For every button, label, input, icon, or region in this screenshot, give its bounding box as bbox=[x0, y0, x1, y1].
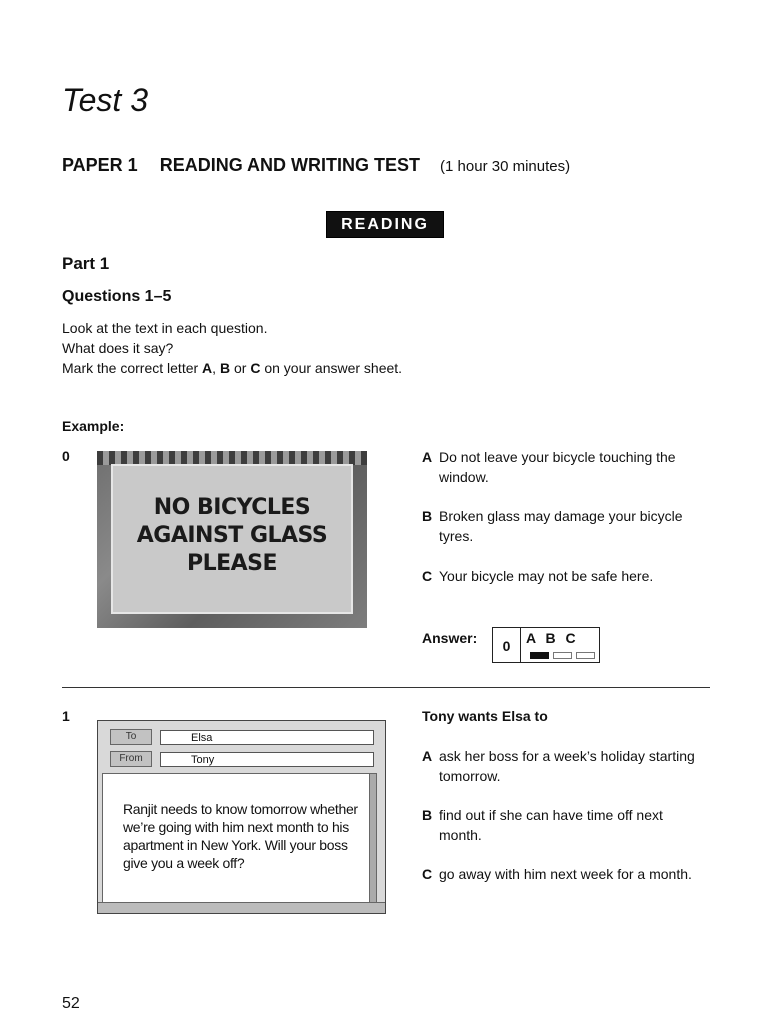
sign-line-3: PLEASE bbox=[186, 551, 278, 576]
page-number: 52 bbox=[62, 995, 80, 1012]
email-scrollbar bbox=[369, 774, 376, 902]
instruction-or: or bbox=[230, 360, 251, 376]
question-1-option-a bbox=[422, 746, 702, 786]
instruction-letter-c: C bbox=[250, 360, 261, 376]
to-label: To bbox=[110, 729, 152, 745]
option-letter: C bbox=[422, 866, 433, 882]
paper-duration: (1 hour 30 minutes) bbox=[440, 158, 571, 175]
email-message: Ranjit needs to know tomorrow whether we’re going with him next month to his apartment in New York. Will your boss give you a week off? bbox=[123, 801, 358, 871]
option-text: Broken glass may damage your bicycle tyres. bbox=[439, 508, 683, 544]
instruction-line-2: What does it say? bbox=[62, 340, 174, 356]
question-1-option-c bbox=[422, 864, 702, 884]
email-window bbox=[97, 720, 386, 914]
example-option-b bbox=[422, 506, 702, 546]
question-1-option-b bbox=[422, 805, 702, 845]
option-text: Do not leave your bicycle touching the window. bbox=[439, 449, 676, 485]
example-option-c bbox=[422, 566, 702, 586]
instruction-line-1: Look at the text in each question. bbox=[62, 320, 268, 336]
answer-number: 0 bbox=[493, 628, 521, 662]
email-body bbox=[102, 773, 377, 903]
instruction-line-3 bbox=[62, 360, 402, 376]
answer-label: Answer: bbox=[422, 630, 478, 646]
instruction-text: Mark the correct letter bbox=[62, 360, 203, 376]
paper-title: READING AND WRITING TEST bbox=[159, 155, 421, 175]
sign-photo bbox=[97, 451, 367, 628]
example-number: 0 bbox=[62, 448, 70, 464]
example-label: Example: bbox=[62, 418, 125, 434]
answer-letters: A B C bbox=[526, 630, 576, 646]
sign-line-1: NO BICYCLES bbox=[153, 495, 311, 520]
divider bbox=[62, 687, 710, 688]
instruction-comma: , bbox=[212, 360, 220, 376]
option-text: find out if she can have time off next month. bbox=[439, 807, 663, 843]
question-1-number: 1 bbox=[62, 708, 70, 724]
from-field: Tony bbox=[160, 752, 374, 767]
instruction-letter-b: B bbox=[219, 360, 231, 376]
sign-text bbox=[113, 494, 351, 578]
option-letter: A bbox=[422, 449, 433, 465]
instruction-text-end: on your answer sheet. bbox=[260, 360, 403, 376]
answer-mark-c bbox=[576, 652, 595, 659]
part-heading: Part 1 bbox=[62, 254, 110, 273]
answer-mark-b bbox=[553, 652, 572, 659]
question-1-stem: Tony wants Elsa to bbox=[422, 708, 548, 724]
email-bottom-bar bbox=[98, 902, 385, 913]
sign-line-2: AGAINST GLASS bbox=[136, 523, 328, 548]
option-text: ask her boss for a week’s holiday starting tomorrow. bbox=[439, 748, 695, 784]
instruction-letter-a: A bbox=[202, 360, 213, 376]
option-text: Your bicycle may not be safe here. bbox=[439, 568, 654, 584]
reading-section-badge: READING bbox=[326, 211, 444, 238]
option-letter: A bbox=[422, 748, 433, 764]
paper-number: PAPER 1 bbox=[62, 155, 138, 175]
from-label: From bbox=[110, 751, 152, 767]
window-frame bbox=[97, 451, 367, 465]
answer-box bbox=[492, 627, 600, 663]
option-letter: B bbox=[422, 508, 433, 524]
option-text: go away with him next week for a month. bbox=[439, 866, 692, 882]
answer-mark-a bbox=[530, 652, 549, 659]
to-field: Elsa bbox=[160, 730, 374, 745]
sign-board bbox=[111, 464, 353, 614]
test-title: Test 3 bbox=[62, 82, 148, 118]
paper-heading bbox=[62, 155, 570, 176]
questions-heading: Questions 1–5 bbox=[62, 288, 172, 305]
option-letter: C bbox=[422, 568, 433, 584]
option-letter: B bbox=[422, 807, 433, 823]
example-option-a bbox=[422, 447, 702, 487]
